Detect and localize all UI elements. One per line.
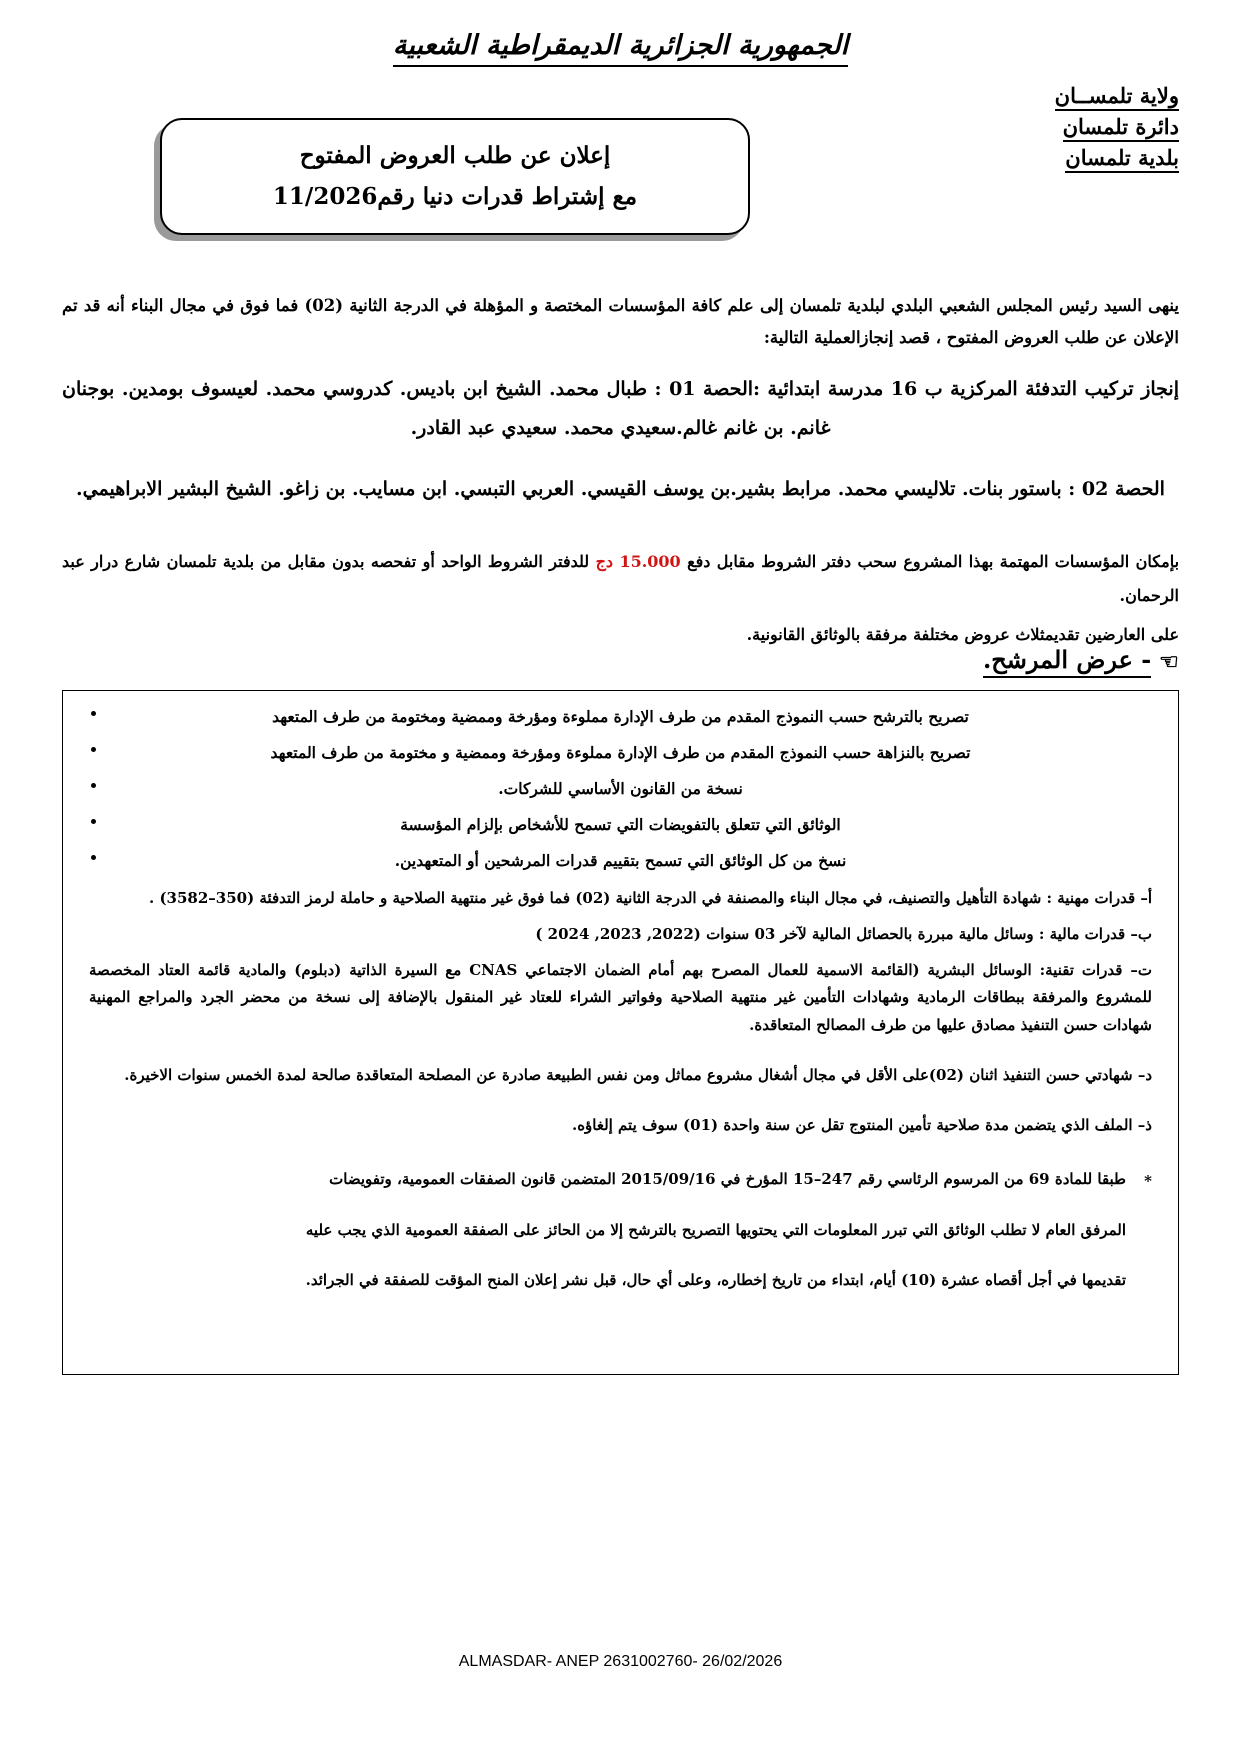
capacity-item-insurance-validity: ذ– الملف الذي يتضمن مدة صلاحية تأمين المنتوج تقل عن سنة واحدة (01) سوف يتم إلغاؤه. <box>571 1115 1152 1134</box>
title-box-frame <box>160 118 750 235</box>
legal-reference-continuation-2: تقديمها في أجل أقصاه عشرة (10) أيام، ابتداء من تاريخ إخطاره، وعلى أي حال، قبل نشر إعلان المنح المؤقت للصفقة في الجرائد. <box>305 1271 1126 1290</box>
legal-reference-text: طبقا للمادة 69 من المرسوم الرئاسي رقم 247–15 المؤرخ في 2015/09/16 المتضمن قانون الصفقات العمومية، وتفويضات <box>329 1170 1126 1189</box>
offers-paragraph: على العارضين تقديمثلاث عروض مختلفة مرفقة بالوثائق القانونية. <box>746 625 1179 645</box>
requirement-text: نسخ من كل الوثائق التي تسمح بتقييم قدرات المرشحين أو المتعهدين. <box>394 851 847 871</box>
bullet-dot-icon <box>91 783 96 788</box>
bullet-dot-icon <box>91 747 96 752</box>
list-item <box>89 777 1152 801</box>
capacity-item-financial: ب– قدرات مالية : وسائل مالية مبررة بالحصائل المالية لآخر 03 سنوات (2022, 2023, 2024 ) <box>535 924 1152 943</box>
administrative-header <box>1055 82 1179 175</box>
announcement-title-box <box>160 118 750 235</box>
capacity-item-technical: ت– قدرات تقنية: الوسائل البشرية (القائمة الاسمية للعمال المصرح بهم أمام الضمان الاجتماعي CNAS مع السيرة الذاتية (دبلوم) والمادية قائمة العتاد المخصصة للمشروع والمرفقة ببطاقات الرمادية وشهادات التأمين غير منتهية الصلاحية وفواتير الشراء للعتاد غير المنقول بالإضافة إلى نسخة من محضر الجرد والمراجع المهنية شهادات حسن التنفيذ مصادق عليها من طرف المصالح المتعاقدة. <box>89 960 1152 1035</box>
legal-reference-continuation-1: المرفق العام لا تطلب الوثائق التي تبرر المعلومات التي يحتويها التصريح بالترشح إلا من الحائز على الصفقة العمومية الذي يجب عليه <box>305 1220 1126 1239</box>
republic-title <box>0 30 1241 61</box>
candidate-offer-heading <box>983 645 1179 678</box>
requirement-text: الوثائق التي تتعلق بالتفويضات التي تسمح للأشخاص بإلزام المؤسسة <box>400 815 841 835</box>
bullet-dot-icon <box>91 711 96 716</box>
admin-line-wilaya: ولاية تلمســان <box>1055 82 1179 111</box>
pointing-hand-icon: ☞ <box>1159 648 1179 675</box>
requirement-text: تصريح بالنزاهة حسب النموذج المقدم من طرف الإدارة مملوءة ومؤرخة وممضية و مختومة من طرف المتعهد <box>270 743 971 763</box>
footer-reference: ALMASDAR- ANEP 2631002760- 26/02/2026 <box>458 1653 783 1670</box>
title-line-2: مع إشتراط قدرات دنيا رقم11/2026 <box>272 182 638 210</box>
fees-text-after: للدفتر الشروط الواحد أو تفحصه بدون مقابل من بلدية تلمسان شارع درار عبد الرحمان. <box>62 552 1179 605</box>
document-body <box>62 290 1179 656</box>
admin-line-daira: دائرة تلمسان <box>1055 113 1179 142</box>
lot-1-paragraph: إنجاز تركيب التدفئة المركزية ب 16 مدرسة ابتدائية :الحصة 01 : طبال محمد. الشيخ ابن باديس. كدروسي محمد. لعيسوف بومدين. بوجنان غانم. بن غانم غالم.سعيدي محمد. سعيدي عبد القادر. <box>62 378 1180 440</box>
requirement-text: تصريح بالترشح حسب النموذج المقدم من طرف الإدارة مملوءة ومؤرخة وممضية ومختومة من طرف المتعهد <box>272 707 969 726</box>
bullet-dot-icon <box>91 855 96 860</box>
list-item <box>89 705 1152 729</box>
fee-amount: 15.000 دج <box>595 552 681 572</box>
list-item <box>89 741 1152 765</box>
legal-reference-note <box>89 1165 1152 1194</box>
list-item <box>89 849 1152 873</box>
intro-paragraph: ينهى السيد رئيس المجلس الشعبي البلدي لبلدية تلمسان إلى علم كافة المؤسسات المختصة و المؤهلة في الدرجة الثانية (02) فما فوق في مجال البناء أنه قد تم الإعلان عن طلب العروض المفتوح ، قصد إنجازالعملية التالية: <box>62 296 1179 348</box>
asterisk-icon: * <box>1144 1172 1152 1191</box>
list-item <box>89 813 1152 837</box>
requirements-bullet-list <box>89 705 1152 873</box>
admin-line-baladia: بلدية تلمسان <box>1055 144 1179 173</box>
lot-2-paragraph: الحصة 02 : باستور بنات. تلاليسي محمد. مرابط بشير.بن يوسف القيسي. العربي التبسي. ابن مسايب. بن زاغو. الشيخ البشير الابراهيمي. <box>76 478 1165 501</box>
title-line-1: إعلان عن طلب العروض المفتوح <box>299 142 611 170</box>
requirements-box <box>62 690 1179 1375</box>
fees-paragraph <box>62 545 1179 612</box>
fees-text-before: بإمكان المؤسسات المهتمة بهذا المشروع سحب دفتر الشروط مقابل دفع <box>680 552 1180 572</box>
bullet-dot-icon <box>91 819 96 824</box>
republic-title-text: الجمهورية الجزائرية الديمقراطية الشعبية <box>393 30 848 67</box>
capacity-item-professional: أ– قدرات مهنية : شهادة التأهيل والتصنيف، في مجال البناء والمصنفة في الدرجة الثانية (02) فما فوق غير منتهية الصلاحية و حاملة لرمز التدفئة (350–3582) . <box>149 889 1152 908</box>
requirement-text: نسخة من القانون الأساسي للشركات. <box>498 779 743 799</box>
candidate-offer-heading-text: - عرض المرشح. <box>983 645 1151 678</box>
capacity-item-execution-certificates: د– شهادتي حسن التنفيذ اثنان (02)على الأقل في مجال أشغال مشروع مماثل ومن نفس الطبيعة صادرة عن المصلحة المتعاقدة صالحة لمدة الخمس سنوات الاخيرة. <box>124 1065 1152 1084</box>
